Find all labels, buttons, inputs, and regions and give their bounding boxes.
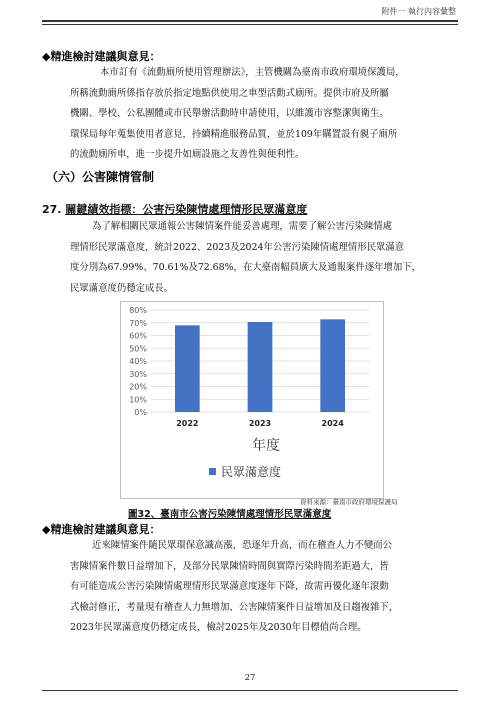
chart-source: 資料來源：臺南市政府環境保護局 (300, 498, 398, 506)
legend-label: 民眾滿意度 (221, 465, 282, 479)
x-tick-label: 2023 (248, 419, 272, 428)
header-rule-thick (42, 20, 458, 22)
y-tick-label: 10% (129, 395, 147, 405)
paragraph-line: 環保局每年蒐集使用者意見，持續精進服務品質，並於109年購置設有親子廁所 (70, 128, 398, 140)
header-rule-thin (42, 24, 458, 25)
paragraph-line: 近來陳情案件隨民眾環保意識高漲，恐逐年升高，而在稽查人力不變而公 (92, 540, 393, 551)
section1-heading: ◆精進檢討建議與意見： (42, 50, 161, 63)
x-tick-label: 2024 (321, 419, 344, 428)
section1-paragraph (70, 63, 405, 166)
chart-svg (121, 302, 383, 498)
paragraph-line: 的流動廁所車，進一步提升如廁設施之友善性與便利性。 (70, 149, 305, 160)
paragraph-line: 害陳情案件數日益增加下，及部分民眾陳情時間與實際污染時間差距過大，皆 (70, 560, 389, 572)
page-number: 27 (244, 673, 256, 683)
y-tick-label: 70% (129, 318, 147, 328)
bar-2023 (248, 322, 273, 412)
x-axis-label: 年度 (252, 438, 280, 454)
y-tick-label: 50% (129, 344, 147, 354)
section2-paragraph (70, 536, 398, 639)
y-tick-label: 30% (129, 369, 147, 379)
footer-rule (42, 690, 458, 691)
paragraph-line: 民眾滿意度仍穩定成長。 (70, 282, 174, 294)
y-tick-label: 80% (129, 306, 147, 315)
figure-caption: 圖32、臺南市公害污染陳情處理情形民眾滿意度 (128, 509, 332, 520)
paragraph-line: 所稱流動廁所係指存放於指定地點供使用之車型活動式廁所。提供市府及所屬 (70, 87, 389, 99)
paragraph-line: 式檢討修正，考量現有稽查人力無增加、公害陳情案件日益增加及日趨複雜下， (70, 601, 399, 613)
legend-swatch (209, 468, 216, 475)
paragraph-line: 機關、學校、公私團體或市民舉辦活動時申請使用，以維護市容整潔與衛生。 (70, 108, 389, 119)
section2-heading: ◆精進檢討建議與意見： (42, 523, 161, 536)
y-tick-label: 20% (129, 382, 147, 392)
paragraph-line: 本市訂有《流動廁所使用管理辦法》，主管機關為臺南市政府環境保護局， (100, 67, 405, 78)
paragraph-line: 度分別為67.99%、70.61%及72.68%，在大臺南幅員廣大及通報案件逐年增加下， (70, 262, 421, 273)
paragraph-line: 2023年民眾滿意度仍穩定成長，檢討2025年及2030年目標值尚合理。 (70, 622, 367, 633)
y-tick-label: 40% (129, 357, 147, 366)
indicator-title (42, 201, 307, 217)
y-tick-label: 0% (134, 408, 147, 417)
indicator-text: 關鍵績效指標：公害污染陳情處理情形民眾滿意度 (65, 203, 308, 216)
paragraph-line: 有可能造成公害污染陳情處理情形民眾滿意度逐年下降，故需再優化逐年滾動 (70, 581, 389, 592)
bar-2024 (320, 319, 345, 412)
paragraph-line: 為了解相關民眾通報公害陳情案件能妥善處理，需要了解公害污染陳情處 (92, 221, 393, 232)
page-header: 附件一 執行內容彙整 (381, 7, 456, 16)
paragraph-line: 理情形民眾滿意度，統計2022、2023及2024年公害污染陳情處理情形民眾滿意 (70, 241, 405, 253)
bar-2022 (175, 325, 200, 412)
indicator-number: 27. (42, 203, 62, 216)
x-tick-label: 2022 (176, 419, 199, 428)
intro-paragraph (70, 217, 421, 299)
section-title: （六）公害陳情管制 (46, 170, 155, 184)
satisfaction-chart (120, 301, 384, 499)
y-tick-label: 60% (129, 331, 147, 341)
